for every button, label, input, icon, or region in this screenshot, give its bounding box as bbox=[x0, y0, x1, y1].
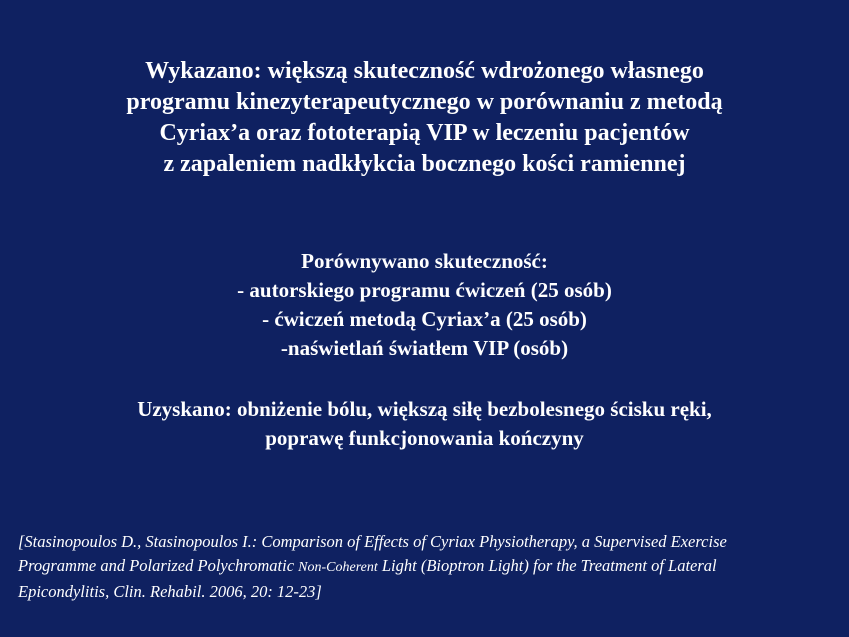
headline-line: programu kinezyterapeutycznego w porównaniu z metodą bbox=[126, 89, 723, 115]
headline-line: z zapaleniem nadkłykcia bocznego kości ramiennej bbox=[163, 151, 686, 177]
headline bbox=[30, 56, 819, 180]
citation-text: Light (Bioptron Light) for the Treatment of Lateral bbox=[377, 556, 717, 575]
citation-line bbox=[18, 554, 838, 580]
headline-line: Wykazano: większą skuteczność wdrożonego własnego bbox=[145, 58, 704, 84]
comparison-item: - autorskiego programu ćwiczeń (25 osób) bbox=[237, 278, 612, 302]
citation-line: Epicondylitis, Clin. Rehabil. 2006, 20: 12-23] bbox=[18, 582, 322, 601]
headline-line: Cyriax’a oraz fototerapią VIP w leczeniu pacjentów bbox=[159, 120, 690, 146]
comparison-item: -naświetlań światłem VIP (osób) bbox=[280, 336, 569, 360]
citation bbox=[18, 530, 838, 604]
citation-small-text: Non-Coherent bbox=[298, 560, 378, 575]
comparison-block bbox=[30, 247, 819, 363]
results-block bbox=[30, 395, 819, 453]
citation-line: [Stasinopoulos D., Stasinopoulos I.: Comparison of Effects of Cyriax Physiotherapy, a Supervised Exercise bbox=[18, 532, 727, 551]
results-line: poprawę funkcjonowania kończyny bbox=[265, 426, 584, 450]
citation-text: Programme and Polarized Polychromatic bbox=[18, 556, 299, 575]
comparison-item: - ćwiczeń metodą Cyriax’a (25 osób) bbox=[262, 307, 587, 331]
comparison-heading: Porównywano skuteczność: bbox=[301, 249, 548, 273]
results-line: Uzyskano: obniżenie bólu, większą siłę bezbolesnego ścisku ręki, bbox=[137, 397, 712, 421]
